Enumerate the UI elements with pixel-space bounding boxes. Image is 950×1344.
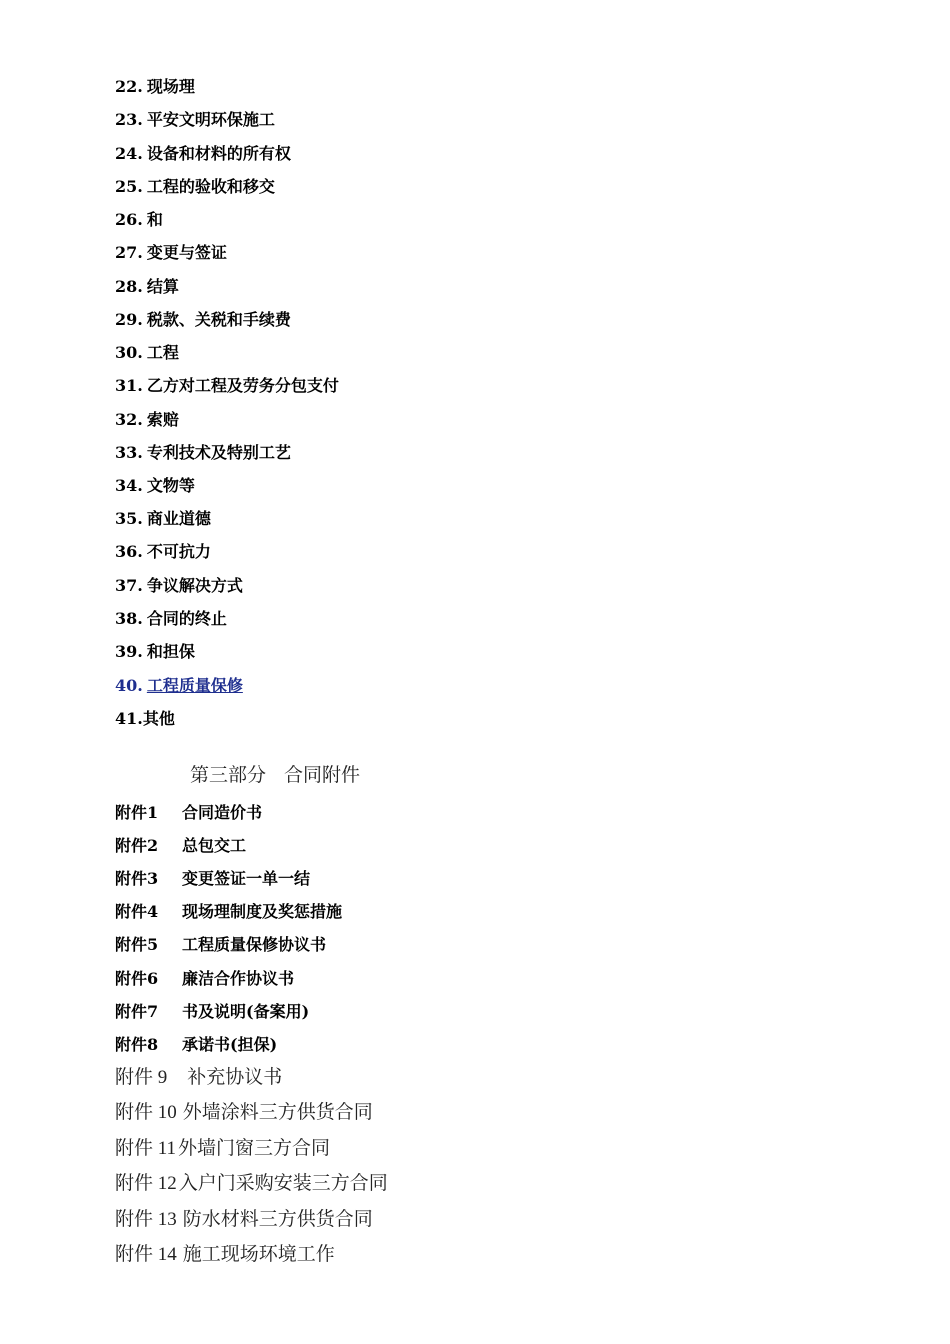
toc-title: 结算 — [146, 277, 179, 296]
attachment-title: 变更签证一单一结 — [182, 869, 311, 888]
toc-number: 41. — [115, 709, 143, 728]
attachment-label: 附件 13 — [115, 1209, 177, 1230]
attachment-title: 入户门采购安装三方合同 — [178, 1173, 388, 1194]
toc-title: 不可抗力 — [146, 542, 211, 561]
toc-item-23 — [115, 110, 275, 130]
toc-item-28 — [115, 277, 179, 297]
toc-number: 37. — [115, 576, 143, 595]
toc-number: 38. — [115, 609, 143, 628]
toc-title: 乙方对工程及劳务分包支付 — [146, 376, 339, 395]
attachment-item-9 — [115, 1066, 282, 1090]
toc-title: 平安文明环保施工 — [146, 110, 275, 129]
toc-item-29 — [115, 310, 291, 330]
attachment-title: 外墙涂料三方供货合同 — [182, 1102, 373, 1123]
toc-item-25 — [115, 177, 275, 197]
attachment-label: 附件6 — [115, 969, 159, 988]
toc-title: 商业道德 — [146, 509, 211, 528]
attachment-title: 防水材料三方供货合同 — [182, 1209, 373, 1230]
attachment-item-4 — [115, 902, 342, 922]
attachment-item-11 — [115, 1137, 330, 1161]
toc-item-39 — [115, 642, 195, 662]
toc-item-26 — [115, 210, 163, 230]
toc-item-35 — [115, 509, 211, 529]
toc-number: 32. — [115, 410, 143, 429]
attachment-label: 附件 12 — [115, 1173, 177, 1194]
attachment-title: 总包交工 — [182, 836, 247, 855]
attachment-item-3 — [115, 869, 310, 889]
attachment-label: 附件 10 — [115, 1102, 177, 1123]
section-title-text: 合同附件 — [284, 765, 361, 786]
attachment-item-2 — [115, 836, 246, 856]
attachment-title: 工程质量保修协议书 — [182, 935, 327, 954]
section-heading — [190, 764, 360, 788]
toc-title: 合同的终止 — [146, 609, 227, 628]
toc-title: 工程质量保修 — [146, 676, 243, 695]
attachment-label: 附件 11 — [115, 1138, 177, 1159]
attachment-item-13 — [115, 1208, 373, 1232]
toc-item-34 — [115, 476, 195, 496]
toc-item-37 — [115, 576, 243, 596]
attachment-title: 施工现场环境工作 — [182, 1244, 335, 1265]
attachment-title: 外墙门窗三方合同 — [178, 1138, 331, 1159]
toc-number: 34. — [115, 476, 143, 495]
toc-number: 40. — [115, 676, 143, 695]
attachment-label: 附件2 — [115, 836, 159, 855]
toc-title: 索赔 — [146, 410, 179, 429]
toc-number: 33. — [115, 443, 143, 462]
toc-number: 29. — [115, 310, 143, 329]
toc-title: 争议解决方式 — [146, 576, 243, 595]
toc-item-41 — [115, 709, 175, 729]
attachment-item-14 — [115, 1243, 335, 1267]
toc-title: 和担保 — [146, 642, 195, 661]
toc-title: 工程的验收和移交 — [146, 177, 275, 196]
toc-item-32 — [115, 410, 179, 430]
toc-number: 26. — [115, 210, 143, 229]
toc-item-33 — [115, 443, 291, 463]
toc-number: 39. — [115, 642, 143, 661]
toc-number: 22. — [115, 77, 143, 96]
toc-number: 30. — [115, 343, 143, 362]
toc-title: 和 — [146, 210, 163, 229]
attachment-title: 现场理制度及奖惩措施 — [182, 902, 343, 921]
attachment-item-12 — [115, 1172, 388, 1196]
attachment-title: 承诺书(担保) — [182, 1035, 278, 1054]
attachment-title: 合同造价书 — [182, 803, 263, 822]
attachment-label: 附件5 — [115, 935, 159, 954]
toc-item-38 — [115, 609, 227, 629]
toc-number: 28. — [115, 277, 143, 296]
toc-number: 27. — [115, 243, 143, 262]
toc-link-40[interactable] — [115, 676, 243, 696]
attachment-item-5 — [115, 935, 326, 955]
attachment-item-1 — [115, 803, 262, 823]
attachment-item-10 — [115, 1101, 373, 1125]
toc-item-30 — [115, 343, 179, 363]
toc-item-31 — [115, 376, 339, 396]
attachment-label: 附件 14 — [115, 1244, 177, 1265]
attachment-label: 附件1 — [115, 803, 159, 822]
toc-number: 23. — [115, 110, 143, 129]
attachment-title: 廉洁合作协议书 — [182, 969, 295, 988]
toc-title: 其他 — [142, 709, 175, 728]
attachment-label: 附件8 — [115, 1035, 159, 1054]
attachment-item-8 — [115, 1035, 277, 1055]
attachment-title: 补充协议书 — [187, 1067, 283, 1088]
toc-item-36 — [115, 542, 211, 562]
toc-title: 专利技术及特别工艺 — [146, 443, 291, 462]
attachment-label: 附件 9 — [115, 1067, 168, 1088]
toc-title: 现场理 — [146, 77, 195, 96]
toc-title: 设备和材料的所有权 — [146, 144, 291, 163]
toc-title: 税款、关税和手续费 — [146, 310, 291, 329]
toc-number: 31. — [115, 376, 143, 395]
toc-title: 文物等 — [146, 476, 195, 495]
section-part: 第三部分 — [190, 765, 267, 786]
toc-item-27 — [115, 243, 227, 263]
toc-item-22 — [115, 77, 195, 97]
attachment-label: 附件4 — [115, 902, 159, 921]
toc-number: 36. — [115, 542, 143, 561]
attachment-label: 附件3 — [115, 869, 159, 888]
attachment-item-7 — [115, 1002, 309, 1022]
toc-title: 工程 — [146, 343, 179, 362]
toc-number: 35. — [115, 509, 143, 528]
attachment-item-6 — [115, 969, 294, 989]
toc-number: 24. — [115, 144, 143, 163]
toc-title: 变更与签证 — [146, 243, 227, 262]
toc-number: 25. — [115, 177, 143, 196]
attachment-title: 书及说明(备案用) — [182, 1002, 310, 1021]
toc-item-24 — [115, 144, 291, 164]
attachment-label: 附件7 — [115, 1002, 159, 1021]
